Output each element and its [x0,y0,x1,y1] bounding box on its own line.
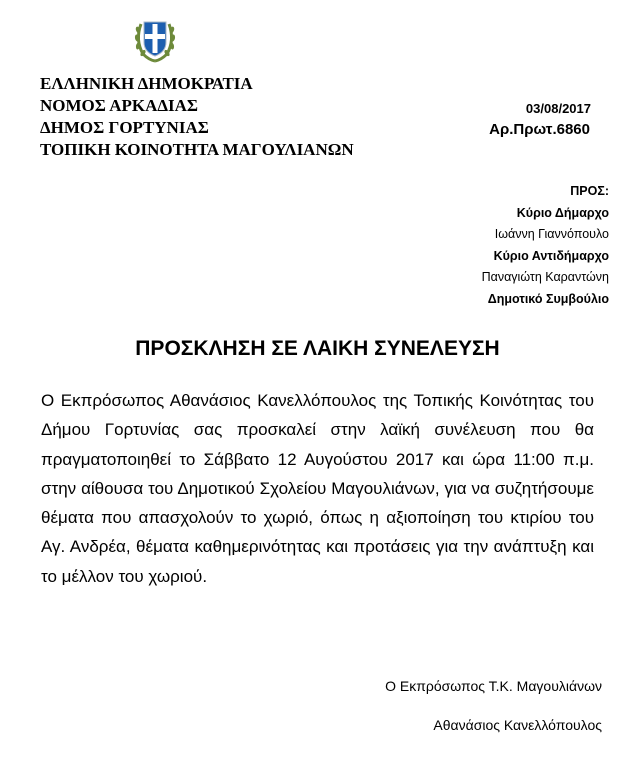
header-line-prefecture: ΝΟΜΟΣ ΑΡΚΑΔΙΑΣ [40,96,199,115]
signature-name: Αθανάσιος Κανελλόπουλος [433,717,602,733]
recipient-deputy-name: Παναγιώτη Καραντώνη [481,270,609,284]
header-line-republic: ΕΛΛΗΝΙΚΗ ΔΗΜΟΚΡΑΤΙΑ [40,74,253,93]
document-title: ΠΡΟΣΚΛΗΣΗ ΣΕ ΛΑΙΚΗ ΣΥΝΕΛΕΥΣΗ [135,337,500,360]
document-date: 03/08/2017 [525,101,591,116]
recipient-mayor-name: Ιωάννη Γιαννόπουλο [494,227,609,241]
protocol-number: Αρ.Πρωτ.6860 [489,121,590,138]
issuer-header [40,73,354,161]
recipients-label: ΠΡΟΣ: [570,184,609,198]
header-line-municipality: ΔΗΜΟΣ ΓΟΡΤΥΝΙΑΣ [40,118,209,137]
recipient-mayor-title: Κύριο Δήμαρχο [516,205,609,220]
signature-role: Ο Εκπρόσωπος Τ.Κ. Μαγουλιάνων [385,678,602,694]
recipients-block [482,181,609,310]
greek-coat-of-arms-icon [133,14,177,64]
invitation-body: Ο Εκπρόσωπος Αθανάσιος Κανελλόπουλος της Τοπικής Κοινότητας του Δήμου Γορτυνίας σας προσκαλεί στην λαϊκή συνέλευση που θα πραγματοποιηθεί το Σάββατο 12 Αυγούστου 2017 και ώρα 11:00 π.μ. στην αίθουσα του Δημοτικού Σχολείου Μαγουλιάνων, για να συζητήσουμε θέματα που απασχολούν το χωριό, όπως η αξιοποίηση του κτιρίου του Αγ. Ανδρέα, θέματα καθημερινότητας και προτάσεις για την ανάπτυξη και το μέλλον του χωριού. [41,391,594,586]
recipient-council: Δημοτικό Συμβούλιο [487,291,609,306]
recipient-deputy-title: Κύριο Αντιδήμαρχο [493,248,609,263]
header-line-community: ΤΟΠΙΚΗ ΚΟΙΝΟΤΗΤΑ ΜΑΓΟΥΛΙΑΝΩΝ [40,140,354,159]
